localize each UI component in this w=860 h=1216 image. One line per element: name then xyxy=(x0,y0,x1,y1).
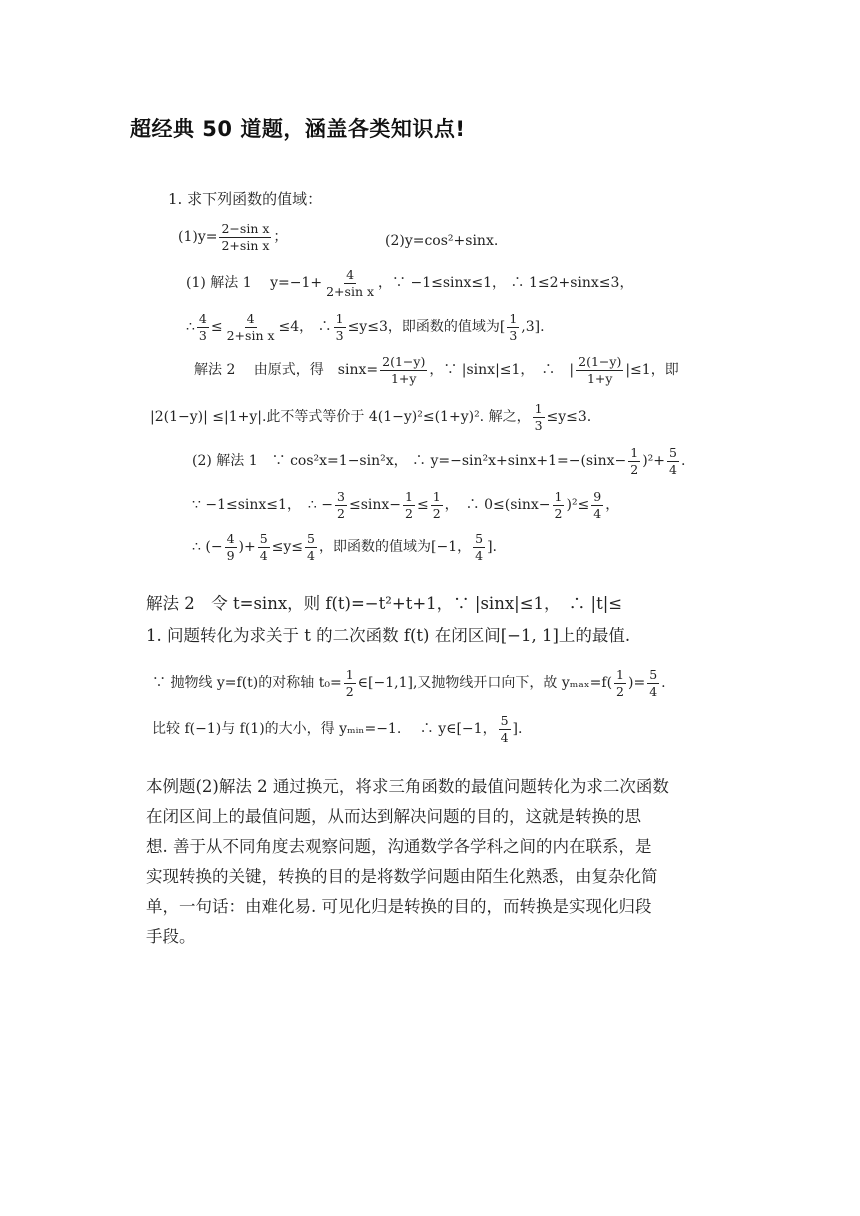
summary-line: 手段。 xyxy=(146,927,196,946)
fraction: $\frac{4}{\text{2+sin x}}$ xyxy=(226,311,275,344)
problem-2: (2)y=cos²+sinx. xyxy=(385,233,499,249)
fraction: $\frac{1}{2}$ xyxy=(405,489,413,522)
fraction: $\frac{1}{2}$ xyxy=(630,445,639,478)
fraction: $\frac{1}{3}$ xyxy=(335,311,344,344)
fraction: $\frac{9}{4}$ xyxy=(593,489,602,522)
solution-1-method-2: 解法 2 由原式，得 sinx= $\frac{2(1-y)}{1+y}$ ，∵ |sinx|≤1， ∴ | $\frac{2(1-y)}{1+y}$ |≤1，即 xyxy=(194,354,679,387)
fraction: $\frac{5}{4}$ xyxy=(475,531,484,564)
fraction: $\frac{2(1-y)}{1+y}$ xyxy=(382,354,426,387)
fraction: $\frac{1}{3}$ xyxy=(509,311,518,344)
solution-2-method-2-line-3: ∵ 抛物线 y=f(t)的对称轴 t₀= $\frac{1}{2}$ ∈[−1,1],又抛物线开口向下，故 yₘₐₓ=f( $\frac{1}{2}$ )= $\frac{5}{4}$ . xyxy=(152,667,666,700)
solution-2-method-1-line-3: ∴ (− $\frac{4}{9}$ )+ $\frac{5}{4}$ ≤y≤ $\frac{5}{4}$ ，即函数的值域为[−1， $\frac{5}{4}$ ]. xyxy=(192,531,497,564)
fraction: $\frac{\text{2−sin x}}{\text{2+sin x}}$ xyxy=(221,221,270,254)
fraction: $\frac{1}{2}$ xyxy=(432,489,441,522)
solution-2-method-1-line-2: ∵ −1≤sinx≤1， ∴ − $\frac{3}{2}$ ≤sinx− $\frac{1}{2}$ ≤ $\frac{1}{2}$ ， ∴ 0≤(sinx− $\frac{1}{2}$ )²≤ $\frac{9}{4}$ ， xyxy=(192,489,620,522)
fraction: $\frac{1}{2}$ xyxy=(616,667,624,700)
fraction: $\frac{3}{2}$ xyxy=(337,489,345,522)
fraction: $\frac{4}{\text{2+sin x}}$ xyxy=(326,267,375,300)
fraction: $\frac{1}{2}$ xyxy=(345,667,354,700)
fraction: $\frac{4}{3}$ xyxy=(198,311,207,344)
summary-line: 想. 善于从不同角度去观察问题，沟通数学各学科之间的内在联系，是 xyxy=(146,837,652,856)
summary-line: 单，一句话：由难化易. 可见化归是转换的目的，而转换是实现化归段 xyxy=(146,897,652,916)
fraction: $\frac{5}{4}$ xyxy=(307,531,315,564)
solution-2-method-2-line-4: 比较 f(−1)与 f(1)的大小，得 yₘᵢₙ=−1. ∴ y∈[−1， $\frac{5}{4}$ ]. xyxy=(152,713,523,746)
fraction: $\frac{5}{4}$ xyxy=(259,531,268,564)
solution-1-method-1: (1) 解法 1 y=−1+ $\frac{4}{\text{2+sin x}}$ ，∵ −1≤sinx≤1， ∴ 1≤2+sinx≤3， xyxy=(186,267,634,300)
solution-1-method-2-line-2: |2(1−y)| ≤|1+y|.此不等式等价于 4(1−y)²≤(1+y)². 解之， $\frac{1}{3}$ ≤y≤3. xyxy=(150,401,592,434)
summary-line: 在闭区间上的最值问题，从而达到解决问题的目的，这就是转换的思 xyxy=(146,807,641,826)
fraction: $\frac{2(1-y)}{1+y}$ xyxy=(578,354,622,387)
fraction: $\frac{5}{4}$ xyxy=(669,445,677,478)
fraction: $\frac{5}{4}$ xyxy=(649,667,658,700)
question-heading: 1. 求下列函数的值域： xyxy=(168,190,323,208)
solution-2-method-1: (2) 解法 1 ∵ cos²x=1−sin²x， ∴ y=−sin²x+sinx+1=−(sinx− $\frac{1}{2}$ )²+ $\frac{5}{4}$ . xyxy=(192,445,686,478)
page-title: 超经典 50 道题，涵盖各类知识点! xyxy=(130,117,466,141)
problem-1: (1)y= $\frac{\text{2−sin x}}{\text{2+sin x}}$ ； xyxy=(178,221,288,254)
summary-line: 本例题(2)解法 2 通过换元，将求三角函数的最值问题转化为求二次函数 xyxy=(146,777,669,796)
problem-1-label: (1)y= xyxy=(178,229,218,246)
solution-2-method-2-line-2: 1. 问题转化为求关于 t 的二次函数 f(t) 在闭区间[−1, 1]上的最值. xyxy=(146,626,631,645)
solution-2-method-2: 解法 2 令 t=sinx，则 f(t)=−t²+t+1，∵ |sinx|≤1， ∴ |t|≤ xyxy=(146,594,623,613)
fraction: $\frac{4}{9}$ xyxy=(226,531,235,564)
fraction: $\frac{5}{4}$ xyxy=(500,713,509,746)
fraction: $\frac{1}{3}$ xyxy=(534,401,543,434)
summary-paragraph xyxy=(146,772,736,952)
solution-1-method-1-line-2: ∴ $\frac{4}{3}$ ≤ $\frac{4}{\text{2+sin x}}$ ≤4， ∴ $\frac{1}{3}$ ≤y≤3，即函数的值域为[ $\frac{1}{3}$ ,3]. xyxy=(186,311,545,344)
fraction: $\frac{1}{2}$ xyxy=(554,489,563,522)
summary-line: 实现转换的关键，转换的目的是将数学问题由陌生化熟悉，由复杂化简 xyxy=(146,867,658,886)
